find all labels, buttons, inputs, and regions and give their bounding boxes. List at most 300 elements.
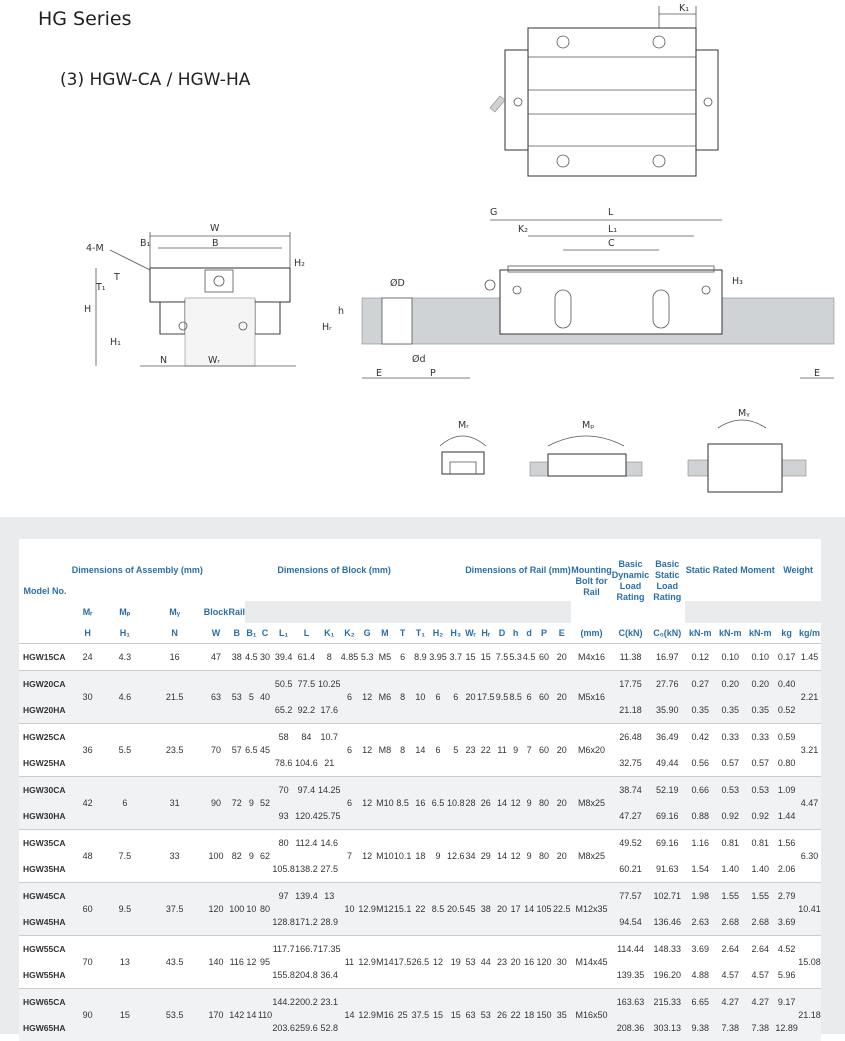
cell-hr: 26 <box>476 777 495 830</box>
cell-cdyn: 38.74 <box>612 777 650 804</box>
cell-c: 95 <box>258 936 273 989</box>
th-mp: Mₚ <box>104 601 145 623</box>
cell-h: 5.3 <box>509 644 523 671</box>
th-assembly: Dimensions of Assembly (mm) <box>71 539 204 601</box>
cell-wblock: 1.09 <box>775 777 798 804</box>
cell-h1: 6 <box>104 777 145 830</box>
cell-wblock: 5.96 <box>775 962 798 989</box>
cell-l: 200.2 <box>295 989 318 1016</box>
cell-wblock: 0.17 <box>775 644 798 671</box>
cell-k1: 27.5 <box>318 856 341 883</box>
cell-w: 140 <box>204 936 229 989</box>
cell-h2: 6 <box>429 671 447 724</box>
series-title: HG Series <box>38 8 131 30</box>
model-cell: HGW45HA <box>19 909 71 936</box>
cell-l1: 80 <box>272 830 295 857</box>
column-header: T <box>394 623 412 644</box>
label-Od: Ød <box>412 354 426 365</box>
cell-mr: 1.98 <box>685 883 715 910</box>
cell-mp: 4.57 <box>715 962 745 989</box>
cell-t1: 26.5 <box>411 936 429 989</box>
cell-wblock: 1.44 <box>775 803 798 830</box>
cell-wblock: 12.89 <box>775 1015 798 1041</box>
cell-k1: 36.4 <box>318 962 341 989</box>
cell-t1: 8.9 <box>411 644 429 671</box>
model-subtitle: (3) HGW-CA / HGW-HA <box>60 70 250 90</box>
cell-h3: 20.5 <box>447 883 465 936</box>
cell-d: 4.5 <box>522 644 536 671</box>
cell-e: 22.5 <box>552 883 571 936</box>
cell-h2: 3.95 <box>429 644 447 671</box>
cell-l1: 117.7 <box>272 936 295 963</box>
cell-h: 12 <box>509 777 523 830</box>
column-header: T₁ <box>411 623 429 644</box>
cell-c0: 196.20 <box>649 962 685 989</box>
cell-h: 17 <box>509 883 523 936</box>
cell-my: 1.55 <box>745 883 775 910</box>
cell-wblock: 0.52 <box>775 697 798 724</box>
cell-k1: 28.9 <box>318 909 341 936</box>
cell-t: 10.1 <box>394 830 412 883</box>
cell-l: 204.8 <box>295 962 318 989</box>
column-header: L <box>295 623 318 644</box>
cell-wrail: 21.18 <box>798 989 821 1041</box>
cell-l1: 155.8 <box>272 962 295 989</box>
cell-k1: 13 <box>318 883 341 910</box>
cell-p: 150 <box>536 989 552 1041</box>
cell-h2: 8.5 <box>429 883 447 936</box>
cell-l1: 65.2 <box>272 697 295 724</box>
cell-c0: 36.49 <box>649 724 685 751</box>
cell-cdyn: 94.54 <box>612 909 650 936</box>
label-T: T <box>113 272 120 283</box>
cell-c0: 69.16 <box>649 830 685 857</box>
cell-c0: 16.97 <box>649 644 685 671</box>
cell-c0: 49.44 <box>649 750 685 777</box>
cell-e: 20 <box>552 777 571 830</box>
cell-h1: 9.5 <box>104 883 145 936</box>
cell-wr: 63 <box>465 989 477 1041</box>
table-row <box>19 830 821 857</box>
table-row <box>19 777 821 804</box>
cell-w: 63 <box>204 671 229 724</box>
cell-w: 120 <box>204 883 229 936</box>
th-wrail: Rail <box>228 601 245 623</box>
cell-h3: 15 <box>447 989 465 1041</box>
column-header: H₃ <box>447 623 465 644</box>
table-row <box>19 883 821 910</box>
column-header: kg <box>775 623 798 644</box>
cell-mr: 0.56 <box>685 750 715 777</box>
cell-c0: 91.63 <box>649 856 685 883</box>
label-B1: B₁ <box>140 238 151 249</box>
cell-mr: 0.27 <box>685 671 715 698</box>
cell-b1: 12 <box>245 936 258 989</box>
cell-t1: 37.5 <box>411 989 429 1041</box>
column-header: H <box>71 623 104 644</box>
cell-d: 20 <box>495 883 509 936</box>
cell-g: 12 <box>358 830 376 883</box>
cell-bolt: M4x16 <box>571 644 611 671</box>
cell-g: 12.9 <box>358 989 376 1041</box>
column-header: E <box>552 623 571 644</box>
cell-b1: 9 <box>245 830 258 883</box>
cell-h1: 15 <box>104 989 145 1041</box>
cell-k1: 23.1 <box>318 989 341 1016</box>
label-H1: H₁ <box>110 337 121 348</box>
cell-wrail: 6.30 <box>798 830 821 883</box>
column-header: h <box>509 623 523 644</box>
cell-mp: 2.68 <box>715 909 745 936</box>
cell-wr: 45 <box>465 883 477 936</box>
model-cell: HGW30HA <box>19 803 71 830</box>
cell-e: 20 <box>552 830 571 883</box>
cell-b: 82 <box>228 830 245 883</box>
spec-table <box>19 539 821 1041</box>
cell-hr: 44 <box>476 936 495 989</box>
cell-b1: 4.5 <box>245 644 258 671</box>
cell-hr: 17.5 <box>476 671 495 724</box>
cell-bolt: M8x25 <box>571 777 611 830</box>
cell-l: 112.4 <box>295 830 318 857</box>
cell-k1: 8 <box>318 644 341 671</box>
cell-c0: 148.33 <box>649 936 685 963</box>
cell-bolt: M6x20 <box>571 724 611 777</box>
cell-d: 14 <box>522 883 536 936</box>
cell-cdyn: 49.52 <box>612 830 650 857</box>
column-header: K₁ <box>318 623 341 644</box>
cell-d: 14 <box>495 830 509 883</box>
cell-k1: 17.6 <box>318 697 341 724</box>
cell-m: M14 <box>376 936 394 989</box>
cell-l1: 70 <box>272 777 295 804</box>
cell-l1: 39.4 <box>272 644 295 671</box>
cell-h3: 19 <box>447 936 465 989</box>
cell-k2: 6 <box>341 724 359 777</box>
cell-p: 120 <box>536 936 552 989</box>
cell-my: 0.53 <box>745 777 775 804</box>
cell-wr: 53 <box>465 936 477 989</box>
cell-my: 0.33 <box>745 724 775 751</box>
cell-g: 12 <box>358 671 376 724</box>
label-OD: ØD <box>390 278 405 289</box>
model-cell: HGW55HA <box>19 962 71 989</box>
model-cell: HGW45CA <box>19 883 71 910</box>
cell-g: 12 <box>358 724 376 777</box>
cell-bolt: M12x35 <box>571 883 611 936</box>
label-T1: T₁ <box>95 282 106 293</box>
cell-t: 8.5 <box>394 777 412 830</box>
column-header: D <box>495 623 509 644</box>
cell-b1: 5 <box>245 671 258 724</box>
cell-cdyn: 208.36 <box>612 1015 650 1041</box>
cell-l1: 58 <box>272 724 295 751</box>
cell-k2: 6 <box>341 671 359 724</box>
cell-h: 20 <box>509 936 523 989</box>
cell-b: 38 <box>228 644 245 671</box>
cell-cdyn: 163.63 <box>612 989 650 1016</box>
cell-wr: 23 <box>465 724 477 777</box>
column-header: N <box>146 623 204 644</box>
column-header: H₁ <box>104 623 145 644</box>
cell-e: 20 <box>552 671 571 724</box>
cell-c0: 303.13 <box>649 1015 685 1041</box>
cell-l: 84 <box>295 724 318 751</box>
cell-wrail: 10.41 <box>798 883 821 936</box>
cell-hr: 22 <box>476 724 495 777</box>
cell-mr: 0.35 <box>685 697 715 724</box>
cell-k1: 52.8 <box>318 1015 341 1041</box>
cell-wrail: 15.08 <box>798 936 821 989</box>
cell-cdyn: 21.18 <box>612 697 650 724</box>
cell-mr: 1.16 <box>685 830 715 857</box>
cell-k2: 6 <box>341 777 359 830</box>
cell-cdyn: 139.35 <box>612 962 650 989</box>
column-header: L₁ <box>272 623 295 644</box>
label-H2: H₂ <box>294 258 305 269</box>
cell-k2: 10 <box>341 883 359 936</box>
cell-cdyn: 47.27 <box>612 803 650 830</box>
cell-wblock: 1.56 <box>775 830 798 857</box>
cell-b: 53 <box>228 671 245 724</box>
table-row <box>19 936 821 963</box>
cell-d: 23 <box>495 936 509 989</box>
cell-wr: 34 <box>465 830 477 883</box>
cell-mr: 0.66 <box>685 777 715 804</box>
cell-mp: 0.20 <box>715 671 745 698</box>
cell-h: 42 <box>71 777 104 830</box>
column-header: C₀(kN) <box>649 623 685 644</box>
cell-w: 90 <box>204 777 229 830</box>
cell-mp: 0.53 <box>715 777 745 804</box>
column-header: d <box>522 623 536 644</box>
cell-w: 170 <box>204 989 229 1041</box>
cell-mp: 0.57 <box>715 750 745 777</box>
cell-k1: 17.35 <box>318 936 341 963</box>
cell-wrail: 4.47 <box>798 777 821 830</box>
label-H3: H₃ <box>732 276 743 287</box>
cell-mp: 0.35 <box>715 697 745 724</box>
model-cell: HGW35CA <box>19 830 71 857</box>
cell-b: 100 <box>228 883 245 936</box>
cell-c: 80 <box>258 883 273 936</box>
label-B: B <box>212 238 219 249</box>
column-header: H₂ <box>429 623 447 644</box>
cell-h2: 6 <box>429 724 447 777</box>
cell-m: M5 <box>376 644 394 671</box>
cell-m: M12 <box>376 883 394 936</box>
th-moment: Static Rated Moment <box>685 539 775 601</box>
technical-drawing <box>0 0 845 517</box>
model-cell: HGW15CA <box>19 644 71 671</box>
label-P: P <box>430 368 436 379</box>
cell-h2: 9 <box>429 830 447 883</box>
cell-h3: 3.7 <box>447 644 465 671</box>
label-4M: 4-M <box>86 243 104 254</box>
cell-p: 80 <box>536 777 552 830</box>
label-N: N <box>160 355 167 366</box>
label-MR: Mᵣ <box>458 420 469 431</box>
table-row <box>19 989 821 1016</box>
cell-t1: 14 <box>411 724 429 777</box>
column-header: K₂ <box>341 623 359 644</box>
cell-wblock: 2.06 <box>775 856 798 883</box>
cell-wblock: 0.59 <box>775 724 798 751</box>
cell-c0: 69.16 <box>649 803 685 830</box>
label-L: L <box>608 207 614 218</box>
label-E-left: E <box>376 368 382 379</box>
label-h: h <box>338 306 344 317</box>
cell-d: 16 <box>522 936 536 989</box>
th-block: Dimensions of Block (mm) <box>204 539 465 601</box>
cell-t: 17.5 <box>394 936 412 989</box>
cell-wrail: 1.45 <box>798 644 821 671</box>
cell-l1: 128.8 <box>272 909 295 936</box>
cell-l: 139.4 <box>295 883 318 910</box>
cell-m: M10 <box>376 830 394 883</box>
cell-m: M6 <box>376 671 394 724</box>
label-C: C <box>608 238 615 249</box>
cell-mr: 0.42 <box>685 724 715 751</box>
cell-mp: 2.64 <box>715 936 745 963</box>
cell-w: 47 <box>204 644 229 671</box>
cell-k1: 21 <box>318 750 341 777</box>
column-header: (mm) <box>571 623 611 644</box>
cell-mp: 7.38 <box>715 1015 745 1041</box>
cell-mp: 1.55 <box>715 883 745 910</box>
cell-w: 70 <box>204 724 229 777</box>
column-header: Wᵣ <box>465 623 477 644</box>
cell-c0: 52.19 <box>649 777 685 804</box>
cell-mp: 0.92 <box>715 803 745 830</box>
cell-k1: 25.75 <box>318 803 341 830</box>
cell-h3: 12.6 <box>447 830 465 883</box>
cell-cdyn: 114.44 <box>612 936 650 963</box>
cell-w: 100 <box>204 830 229 883</box>
cell-p: 60 <box>536 724 552 777</box>
cell-bolt: M16x50 <box>571 989 611 1041</box>
cell-wr: 15 <box>465 644 477 671</box>
cell-k1: 14.25 <box>318 777 341 804</box>
cell-mr: 1.54 <box>685 856 715 883</box>
cell-l1: 144.2 <box>272 989 295 1016</box>
cell-mr: 6.65 <box>685 989 715 1016</box>
cell-l: 166.7 <box>295 936 318 963</box>
cell-e: 20 <box>552 724 571 777</box>
cell-wblock: 9.17 <box>775 989 798 1016</box>
cell-n: 16 <box>146 644 204 671</box>
model-cell: HGW55CA <box>19 936 71 963</box>
cell-my: 2.64 <box>745 936 775 963</box>
cell-p: 105 <box>536 883 552 936</box>
column-header: kN-m <box>745 623 775 644</box>
cell-t1: 18 <box>411 830 429 883</box>
cell-hr: 15 <box>476 644 495 671</box>
cell-g: 5.3 <box>358 644 376 671</box>
cell-bolt: M5x16 <box>571 671 611 724</box>
cell-h: 36 <box>71 724 104 777</box>
cell-k2: 14 <box>341 989 359 1041</box>
cell-wr: 28 <box>465 777 477 830</box>
cell-d: 26 <box>495 989 509 1041</box>
label-K1: K₁ <box>679 3 689 14</box>
cell-my: 0.20 <box>745 671 775 698</box>
cell-my: 7.38 <box>745 1015 775 1041</box>
cell-h1: 5.5 <box>104 724 145 777</box>
cell-wblock: 0.80 <box>775 750 798 777</box>
cell-c0: 35.90 <box>649 697 685 724</box>
top-view <box>490 3 718 176</box>
cell-h2: 15 <box>429 989 447 1041</box>
cell-d: 9 <box>522 777 536 830</box>
th-stat: Basic Static Load Rating <box>649 539 685 623</box>
cell-hr: 53 <box>476 989 495 1041</box>
cell-mr: 0.88 <box>685 803 715 830</box>
column-header: M <box>376 623 394 644</box>
label-HR: Hᵣ <box>322 322 332 333</box>
cell-c0: 27.76 <box>649 671 685 698</box>
cell-p: 80 <box>536 830 552 883</box>
cell-t: 15.1 <box>394 883 412 936</box>
cell-mr: 9.38 <box>685 1015 715 1041</box>
th-bolt: Mounting Bolt for Rail <box>571 539 611 623</box>
cell-l1: 97 <box>272 883 295 910</box>
table-row <box>19 671 821 698</box>
cell-k1: 14.6 <box>318 830 341 857</box>
cell-t1: 10 <box>411 671 429 724</box>
cell-h: 48 <box>71 830 104 883</box>
column-header: G <box>358 623 376 644</box>
cell-k2: 4.85 <box>341 644 359 671</box>
cell-mr: 2.63 <box>685 909 715 936</box>
cell-my: 0.92 <box>745 803 775 830</box>
cell-t1: 22 <box>411 883 429 936</box>
cell-l: 259.6 <box>295 1015 318 1041</box>
cell-t: 8 <box>394 724 412 777</box>
cell-l1: 93 <box>272 803 295 830</box>
cell-b1: 9 <box>245 777 258 830</box>
cell-t: 8 <box>394 671 412 724</box>
column-header: B <box>228 623 245 644</box>
cell-cdyn: 26.48 <box>612 724 650 751</box>
cell-h2: 12 <box>429 936 447 989</box>
cell-p: 60 <box>536 644 552 671</box>
end-view <box>84 223 305 366</box>
cell-c0: 136.46 <box>649 909 685 936</box>
cell-k1: 10.25 <box>318 671 341 698</box>
cell-my: 4.57 <box>745 962 775 989</box>
cell-d: 18 <box>522 989 536 1041</box>
cell-mp: 0.33 <box>715 724 745 751</box>
column-header: P <box>536 623 552 644</box>
th-my: Mᵧ <box>146 601 204 623</box>
cell-my: 4.27 <box>745 989 775 1016</box>
column-header: Hᵣ <box>476 623 495 644</box>
column-header: W <box>204 623 229 644</box>
cell-my: 0.57 <box>745 750 775 777</box>
cell-c: 52 <box>258 777 273 830</box>
cell-k2: 7 <box>341 830 359 883</box>
th-weight: Weight <box>775 539 821 601</box>
cell-wr: 20 <box>465 671 477 724</box>
column-header: C(kN) <box>612 623 650 644</box>
cell-h: 9 <box>509 724 523 777</box>
cell-d: 14 <box>495 777 509 830</box>
th-model: Model No. <box>19 539 71 644</box>
moment-icons <box>440 408 806 492</box>
cell-h1: 4.6 <box>104 671 145 724</box>
label-L1: L₁ <box>608 224 617 235</box>
